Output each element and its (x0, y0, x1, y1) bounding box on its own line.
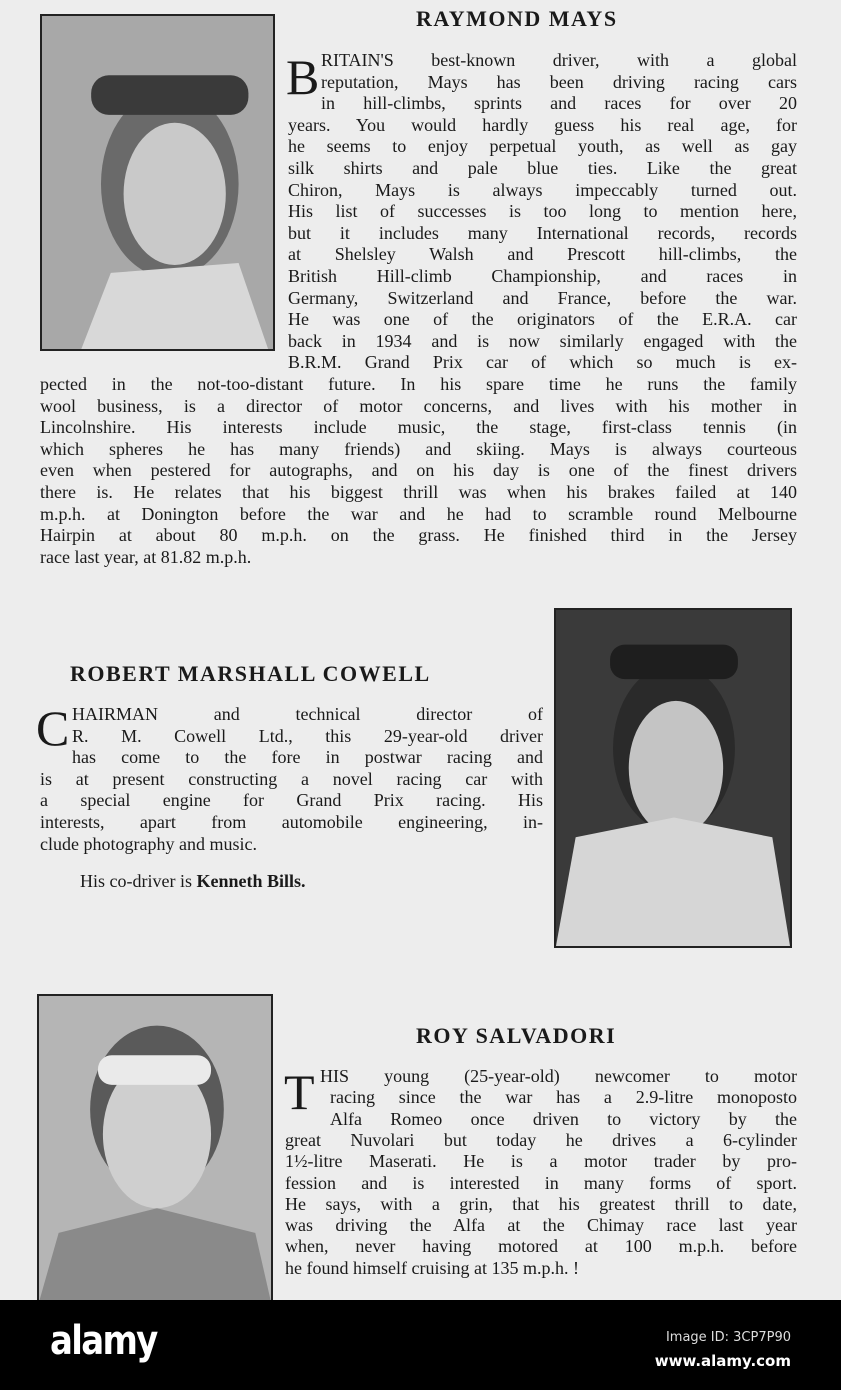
body-text-line: race last year, at 81.82 m.p.h. (40, 546, 252, 567)
portrait-raymond-mays (40, 14, 275, 351)
portrait-roy-salvadori (37, 994, 273, 1304)
body-text-line: at Shelsley Walsh and Prescott hill-climbs, the (288, 244, 797, 265)
drop-cap: T (284, 1064, 315, 1120)
body-text-line: even when pestered for autographs, and on his day is one of the finest drivers (40, 460, 797, 481)
codriver-note (80, 871, 306, 892)
body-text-line: reputation, Mays has been driving racing cars (321, 71, 797, 92)
article-title-roy-salvadori: ROY SALVADORI (416, 1023, 617, 1048)
site-url: www.alamy.com (654, 1352, 791, 1370)
drop-cap: C (36, 700, 70, 756)
body-text-line: fession and is interested in many forms of sport. (285, 1172, 797, 1193)
body-text-line: has come to the fore in postwar racing and (72, 747, 543, 768)
body-text-line: back in 1934 and is now similarly engaged with the (288, 330, 797, 351)
body-text-line: He says, with a grin, that his greatest thrill to date, (285, 1193, 797, 1214)
body-text-line: pected in the not-too-distant future. In his spare time he runs the family (40, 374, 797, 394)
body-text-line: B.R.M. Grand Prix car of which so much is ex- (288, 352, 797, 373)
body-text-line: great Nuvolari but today he drives a 6-cylinder (285, 1129, 797, 1150)
image-id: Image ID: 3CP7P90 (665, 1330, 791, 1345)
body-text-line: Germany, Switzerland and France, before the war. (288, 287, 797, 308)
body-text-line: in hill-climbs, sprints and races for over 20 (321, 93, 797, 114)
article-title-raymond-mays: RAYMOND MAYS (416, 6, 618, 31)
portrait-robert-cowell (554, 608, 792, 948)
drop-cap: B (286, 49, 320, 105)
body-text-line: he found himself cruising at 135 m.p.h. ! (285, 1257, 579, 1278)
body-text-line: is at present constructing a novel racing car with (40, 768, 543, 789)
alamy-logo: alamy (50, 1318, 157, 1364)
body-text-line: wool business, is a director of motor concerns, and lives with his mother in (40, 395, 797, 416)
body-text-line: a special engine for Grand Prix racing. His (40, 790, 543, 811)
body-text-line: interests, apart from automobile engineering, in- (40, 812, 543, 832)
codriver-name: Kenneth Bills. (196, 871, 306, 891)
body-text-line: 1½-litre Maserati. He is a motor trader by pro- (285, 1151, 797, 1172)
body-text-line: His list of successes is too long to mention here, (288, 201, 797, 222)
body-text-line: Lincolnshire. His interests include music, the stage, first-class tennis (in (40, 417, 797, 438)
body-text-line: R. M. Cowell Ltd., this 29-year-old driver (72, 725, 543, 746)
body-text-line: HAIRMAN and technical director of (72, 704, 543, 724)
watermark-footer (0, 1300, 841, 1390)
body-text-line: racing since the war has a 2.9-litre monoposto (330, 1087, 797, 1108)
body-text-line: years. You would hardly guess his real age, for (288, 114, 797, 135)
body-text-line: m.p.h. at Donington before the war and he had to scramble round Melbourne (40, 503, 797, 524)
body-text-line: when, never having motored at 100 m.p.h. before (285, 1236, 797, 1257)
article-title-robert-cowell: ROBERT MARSHALL COWELL (70, 661, 431, 686)
body-text-line: which spheres he has many friends) and skiing. Mays is always courteous (40, 438, 797, 459)
body-text-line: HIS young (25-year-old) newcomer to motor (320, 1066, 797, 1086)
body-text-line: silk shirts and pale blue ties. Like the great (288, 158, 797, 178)
body-text-line: but it includes many International records, records (288, 222, 797, 243)
codriver-prefix: His co-driver is (80, 871, 197, 891)
body-text-line: RITAIN'S best-known driver, with a global (321, 50, 797, 70)
body-text-line: he seems to enjoy perpetual youth, as well as gay (288, 136, 797, 157)
body-text-line: British Hill-climb Championship, and races in (288, 266, 797, 286)
body-text-line: clude photography and music. (40, 833, 257, 854)
body-text-line: Chiron, Mays is always impeccably turned out. (288, 179, 797, 200)
body-text-line: Hairpin at about 80 m.p.h. on the grass. He finished third in the Jersey (40, 525, 797, 546)
body-text-line: there is. He relates that his biggest thrill was when his brakes failed at 140 (40, 482, 797, 502)
body-text-line: was driving the Alfa at the Chimay race last year (285, 1215, 797, 1236)
body-text-line: Alfa Romeo once driven to victory by the (330, 1108, 797, 1129)
body-text-line: He was one of the originators of the E.R.A. car (288, 309, 797, 330)
